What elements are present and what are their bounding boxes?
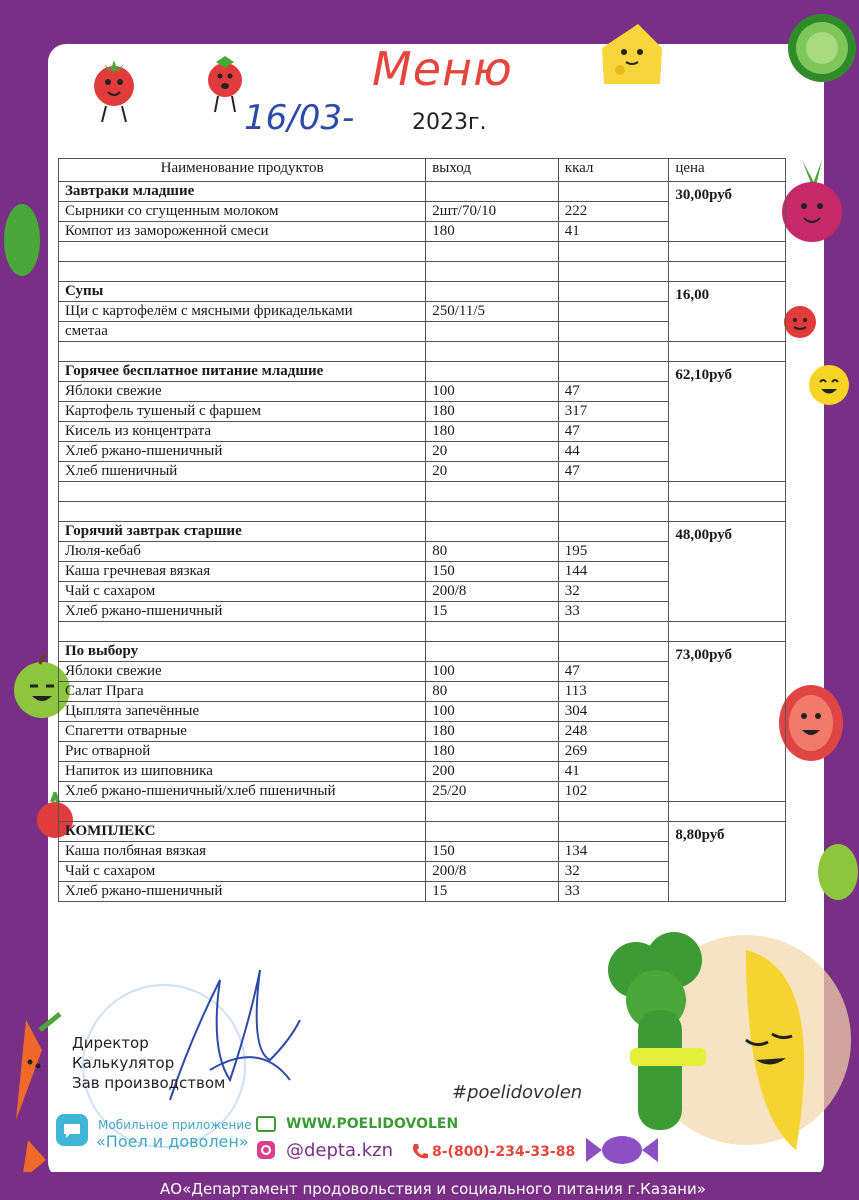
section-title: По выбору	[59, 642, 426, 662]
table-cell	[426, 522, 559, 542]
section-row	[59, 642, 786, 662]
tomato-face-icon	[780, 300, 820, 340]
table-cell	[426, 642, 559, 662]
table-cell	[669, 262, 786, 282]
dish-yield: 200/8	[426, 582, 559, 602]
dish-yield: 100	[426, 662, 559, 682]
table-cell	[669, 482, 786, 502]
dish-yield	[426, 322, 559, 342]
table-cell	[426, 342, 559, 362]
meat-mascot-icon	[776, 682, 846, 764]
dish-yield: 2шт/70/10	[426, 202, 559, 222]
dish-name: Яблоки свежие	[59, 662, 426, 682]
table-cell	[426, 262, 559, 282]
table-cell	[426, 182, 559, 202]
lettuce-leaf-icon	[4, 200, 44, 280]
table-cell	[669, 622, 786, 642]
cucumber-slice-icon	[772, 6, 859, 86]
dish-name: Кисель из концентрата	[59, 422, 426, 442]
dish-name: Каша полбяная вязкая	[59, 842, 426, 862]
handwritten-date: 16/03-	[244, 98, 355, 138]
dish-name: Щи с картофелём с мясными фрикадельками	[59, 302, 426, 322]
section-price: 62,10руб	[669, 362, 786, 482]
column-header: Наименование продуктов	[59, 159, 426, 182]
table-cell	[558, 802, 669, 822]
dish-name: сметаа	[59, 322, 426, 342]
dish-kcal: 317	[558, 402, 669, 422]
dish-kcal	[558, 302, 669, 322]
table-cell	[558, 242, 669, 262]
dish-yield: 100	[426, 702, 559, 722]
section-price: 16,00	[669, 282, 786, 342]
dish-name: Хлеб ржано-пшеничный	[59, 602, 426, 622]
empty-row	[59, 342, 786, 362]
dish-kcal: 32	[558, 862, 669, 882]
dish-name: Хлеб ржано-пшеничный	[59, 442, 426, 462]
column-header: ккал	[558, 159, 669, 182]
dish-kcal: 33	[558, 882, 669, 902]
dish-name: Напиток из шиповника	[59, 762, 426, 782]
dish-yield: 180	[426, 402, 559, 422]
table-header-row	[59, 159, 786, 182]
empty-row	[59, 262, 786, 282]
dish-kcal: 248	[558, 722, 669, 742]
dish-name: Хлеб ржано-пшеничный/хлеб пшеничный	[59, 782, 426, 802]
dish-kcal: 102	[558, 782, 669, 802]
table-cell	[426, 502, 559, 522]
empty-row	[59, 802, 786, 822]
empty-row	[59, 502, 786, 522]
section-price: 48,00руб	[669, 522, 786, 622]
website-link[interactable]: WWW.POELIDOVOLEN	[286, 1116, 459, 1132]
column-header: цена	[669, 159, 786, 182]
app-label: Мобильное приложение	[98, 1118, 252, 1132]
dish-name: Яблоки свежие	[59, 382, 426, 402]
dish-name: Чай с сахаром	[59, 582, 426, 602]
dish-yield: 80	[426, 682, 559, 702]
dish-name: Салат Прага	[59, 682, 426, 702]
table-cell	[59, 502, 426, 522]
section-title: Горячее бесплатное питание младшие	[59, 362, 426, 382]
dish-kcal	[558, 322, 669, 342]
hashtag: #poelidovolen	[452, 1082, 583, 1103]
section-row	[59, 362, 786, 382]
section-row	[59, 282, 786, 302]
handwritten-signature	[150, 960, 310, 1120]
dish-yield: 180	[426, 222, 559, 242]
table-cell	[669, 242, 786, 262]
dish-yield: 80	[426, 542, 559, 562]
dish-yield: 100	[426, 382, 559, 402]
dish-yield: 200/8	[426, 862, 559, 882]
table-cell	[426, 362, 559, 382]
web-icon	[256, 1114, 276, 1134]
table-cell	[558, 262, 669, 282]
dish-kcal: 269	[558, 742, 669, 762]
phone-number[interactable]: 8-(800)-234-33-88	[432, 1144, 576, 1160]
chat-app-icon	[54, 1112, 90, 1148]
dish-kcal: 144	[558, 562, 669, 582]
dish-kcal: 47	[558, 662, 669, 682]
section-title: Завтраки младшие	[59, 182, 426, 202]
dish-kcal: 304	[558, 702, 669, 722]
table-cell	[669, 502, 786, 522]
dish-name: Спагетти отварные	[59, 722, 426, 742]
dish-kcal: 41	[558, 222, 669, 242]
dish-yield: 20	[426, 442, 559, 462]
empty-row	[59, 482, 786, 502]
lemon-face-icon	[806, 362, 852, 408]
section-title: Горячий завтрак старшие	[59, 522, 426, 542]
dish-kcal: 195	[558, 542, 669, 562]
dish-name: Компот из замороженной смеси	[59, 222, 426, 242]
section-row	[59, 522, 786, 542]
candy-icon	[582, 1128, 662, 1172]
table-cell	[558, 362, 669, 382]
table-cell	[558, 482, 669, 502]
dish-yield: 20	[426, 462, 559, 482]
table-cell	[558, 282, 669, 302]
table-cell	[558, 342, 669, 362]
dish-kcal: 32	[558, 582, 669, 602]
dish-name: Хлеб ржано-пшеничный	[59, 882, 426, 902]
table-cell	[59, 262, 426, 282]
table-cell	[558, 622, 669, 642]
dish-kcal: 44	[558, 442, 669, 462]
empty-row	[59, 242, 786, 262]
carrot-mascot-icon	[6, 1010, 70, 1180]
table-cell	[669, 342, 786, 362]
year-label: 2023г.	[412, 110, 487, 135]
dish-kcal: 47	[558, 382, 669, 402]
dish-name: Чай с сахаром	[59, 862, 426, 882]
tomato-mascot-icon	[200, 46, 250, 116]
section-price: 8,80руб	[669, 822, 786, 902]
table-cell	[426, 622, 559, 642]
section-price: 30,00руб	[669, 182, 786, 242]
table-cell	[59, 242, 426, 262]
table-cell	[426, 822, 559, 842]
dish-yield: 25/20	[426, 782, 559, 802]
leaf-icon	[812, 842, 859, 902]
dish-yield: 200	[426, 762, 559, 782]
signature-calculator: Калькулятор	[72, 1054, 175, 1072]
app-name: «Поел и доволен»	[96, 1132, 249, 1151]
dish-name: Сырники со сгущенным молоком	[59, 202, 426, 222]
dish-kcal: 33	[558, 602, 669, 622]
instagram-handle[interactable]: @depta.kzn	[286, 1140, 394, 1161]
dish-yield: 180	[426, 422, 559, 442]
dish-name: Каша гречневая вязкая	[59, 562, 426, 582]
table-cell	[59, 482, 426, 502]
section-title: Супы	[59, 282, 426, 302]
dish-kcal: 47	[558, 422, 669, 442]
phone-icon	[410, 1142, 430, 1162]
section-row	[59, 822, 786, 842]
empty-row	[59, 622, 786, 642]
signature-production: Зав производством	[72, 1074, 226, 1092]
table-cell	[426, 282, 559, 302]
table-cell	[558, 822, 669, 842]
dish-kcal: 47	[558, 462, 669, 482]
menu-table	[58, 158, 786, 902]
tomato-mascot-icon	[84, 46, 144, 126]
dish-name: Хлеб пшеничный	[59, 462, 426, 482]
company-name: АО«Департамент продовольствия и социального питания г.Казани»	[160, 1180, 706, 1198]
dish-yield: 180	[426, 742, 559, 762]
dish-yield: 250/11/5	[426, 302, 559, 322]
dish-yield: 150	[426, 562, 559, 582]
dish-yield: 150	[426, 842, 559, 862]
dish-yield: 15	[426, 602, 559, 622]
table-cell	[558, 502, 669, 522]
dish-kcal: 113	[558, 682, 669, 702]
dish-yield: 180	[426, 722, 559, 742]
table-cell	[59, 802, 426, 822]
table-cell	[558, 522, 669, 542]
table-cell	[426, 482, 559, 502]
section-row	[59, 182, 786, 202]
table-cell	[558, 182, 669, 202]
table-cell	[558, 642, 669, 662]
table-cell	[426, 802, 559, 822]
table-cell	[669, 802, 786, 822]
dish-yield: 15	[426, 882, 559, 902]
column-header: выход	[426, 159, 559, 182]
table-cell	[59, 622, 426, 642]
table-cell	[59, 342, 426, 362]
instagram-icon	[256, 1140, 276, 1160]
cheese-mascot-icon	[594, 18, 668, 92]
section-price: 73,00руб	[669, 642, 786, 802]
table-cell	[426, 242, 559, 262]
signature-director: Директор	[72, 1034, 149, 1052]
page-title: Меню	[372, 42, 513, 96]
dish-name: Рис отварной	[59, 742, 426, 762]
dish-name: Цыплята запечённые	[59, 702, 426, 722]
dish-kcal: 41	[558, 762, 669, 782]
dish-kcal: 134	[558, 842, 669, 862]
dish-name: Картофель тушеный с фаршем	[59, 402, 426, 422]
section-title: КОМПЛЕКС	[59, 822, 426, 842]
dish-kcal: 222	[558, 202, 669, 222]
dish-name: Люля-кебаб	[59, 542, 426, 562]
